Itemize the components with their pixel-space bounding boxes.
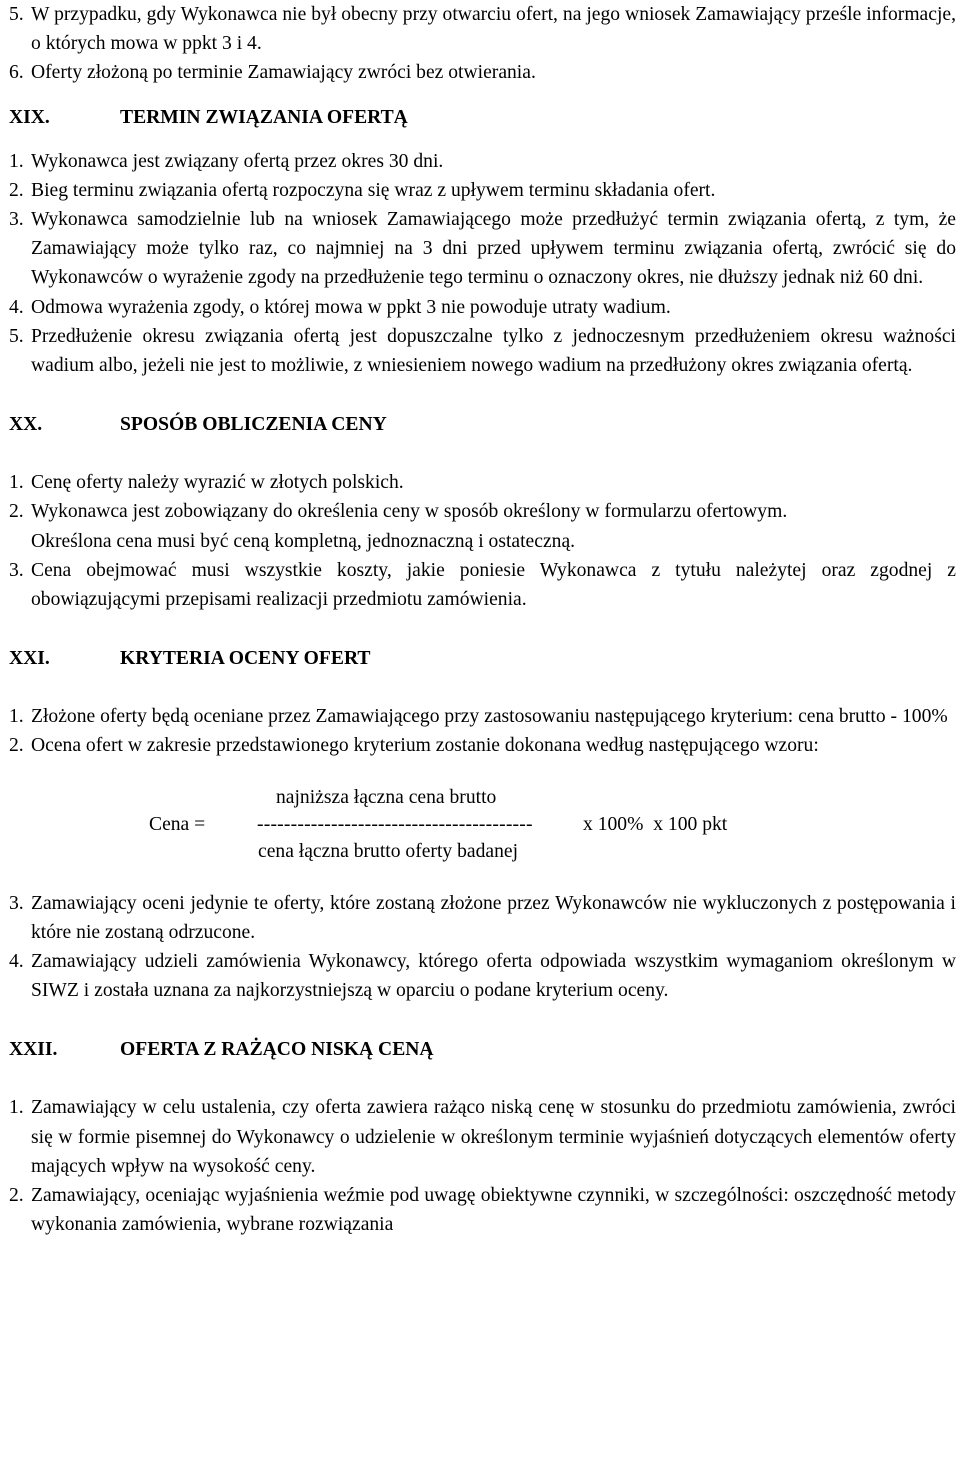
section-heading-xx bbox=[9, 410, 956, 439]
formula-denominator: cena łączna brutto oferty badanej bbox=[258, 840, 519, 862]
item-text: Wykonawca jest zobowiązany do określenia ceny w sposób określony w formularzu ofertowym. bbox=[31, 501, 788, 523]
section-title: SPOSÓB OBLICZENIA CENY bbox=[120, 414, 387, 436]
section-heading-xxi bbox=[9, 644, 956, 673]
section-number: XX. bbox=[9, 414, 43, 436]
formula-fraction-line: ----------------------------------------- bbox=[257, 813, 533, 835]
item-text: Zamawiający w celu ustalenia, czy oferta zawiera rażąco niską cenę w stosunku do przedmiotu zamówienia, zwróci się w formie pisemnej do Wykonawcy o udzielenie w określonym terminie wyjaśnień dotyczących elementów oferty mających wpływ na wysokość ceny. bbox=[31, 1097, 956, 1177]
list-item bbox=[9, 731, 956, 760]
item-number: 1. bbox=[9, 472, 24, 494]
item-number: 4. bbox=[9, 951, 24, 973]
item-number: 3. bbox=[9, 209, 24, 231]
item-text: Oferty złożoną po terminie Zamawiający zwróci bez otwierania. bbox=[31, 62, 536, 84]
item-text: Zamawiający, oceniając wyjaśnienia weźmie pod uwagę obiektywne czynniki, w szczególności: oszczędność metody wykonania zamówienia, wybrane rozwiązania bbox=[31, 1185, 956, 1236]
list-item bbox=[9, 58, 956, 87]
list-item bbox=[9, 947, 956, 1005]
section-number: XXII. bbox=[9, 1039, 58, 1061]
formula-numerator: najniższa łączna cena brutto bbox=[276, 786, 497, 808]
item-number: 2. bbox=[9, 735, 24, 757]
formula-factors: x 100% x 100 pkt bbox=[583, 813, 728, 835]
item-number: 1. bbox=[9, 1097, 24, 1119]
list-item bbox=[9, 176, 956, 205]
list-item bbox=[9, 889, 956, 947]
item-number: 5. bbox=[9, 325, 24, 347]
section-title: TERMIN ZWIĄZANIA OFERTĄ bbox=[120, 106, 408, 128]
section-title: KRYTERIA OCENY OFERT bbox=[120, 648, 371, 670]
list-item bbox=[9, 322, 956, 380]
item-number: 3. bbox=[9, 892, 24, 914]
item-text: Cena obejmować musi wszystkie koszty, jakie poniesie Wykonawca z tytułu należytej oraz zgodnej z obowiązującymi przepisami realizacji przedmiotu zamówienia. bbox=[31, 559, 956, 611]
item-number: 4. bbox=[9, 296, 24, 318]
list-item bbox=[9, 702, 956, 731]
item-text: Cenę oferty należy wyrazić w złotych polskich. bbox=[31, 472, 404, 494]
item-number: 2. bbox=[9, 501, 24, 523]
item-number: 6. bbox=[9, 62, 24, 84]
list-item bbox=[9, 1181, 956, 1239]
list-item bbox=[9, 205, 956, 293]
list-item bbox=[9, 147, 956, 176]
list-item bbox=[9, 497, 956, 526]
item-text: Przedłużenie okresu związania ofertą jest dopuszczalne tylko z jednoczesnym przedłużeniem okresu ważności wadium albo, jeżeli nie jest to możliwie, z wniesieniem nowego wadium na przedłużony okres związania ofertą. bbox=[31, 325, 956, 377]
section-title: OFERTA Z RAŻĄCO NISKĄ CENĄ bbox=[120, 1039, 434, 1061]
item-text: Wykonawca samodzielnie lub na wniosek Zamawiającego może przedłużyć termin związania ofertą, z tym, że Zamawiający może tylko raz, co najmniej na 3 dni przed upływem terminu związania ofertą, zwrócić się do Wykonawców o wyrażenie zgody na przedłużenie tego terminu o oznaczony okres, nie dłuższy jednak niż 60 dni. bbox=[31, 209, 956, 289]
list-item bbox=[9, 293, 956, 322]
formula-label: Cena = bbox=[149, 813, 206, 835]
item-text: Odmowa wyrażenia zgody, o której mowa w ppkt 3 nie powoduje utraty wadium. bbox=[31, 296, 671, 318]
item-number: 3. bbox=[9, 559, 24, 581]
list-item bbox=[9, 0, 956, 58]
item-text: Złożone oferty będą oceniane przez Zamawiającego przy zastosowaniu następującego kryterium: cena brutto - 100% bbox=[31, 706, 948, 728]
item-text: Wykonawca jest związany ofertą przez okres 30 dni. bbox=[31, 150, 444, 172]
item-number: 5. bbox=[9, 4, 24, 25]
item-text: Bieg terminu związania ofertą rozpoczyna się wraz z upływem terminu składania ofert. bbox=[31, 179, 716, 201]
section-number: XIX. bbox=[9, 106, 50, 128]
item-number: 2. bbox=[9, 1185, 24, 1207]
list-item bbox=[9, 556, 956, 614]
item-text: Zamawiający udzieli zamówienia Wykonawcy, którego oferta odpowiada wszystkim wymaganiom określonym w SIWZ i została uznana za najkorzystniejszą w oparciu o podane kryterium oceny. bbox=[31, 951, 956, 1002]
list-item bbox=[9, 1093, 956, 1181]
price-formula bbox=[9, 783, 956, 877]
item-text: W przypadku, gdy Wykonawca nie był obecny przy otwarciu ofert, na jego wniosek Zamawiający prześle informacje, o których mowa w ppkt 3 i 4. bbox=[31, 4, 956, 55]
document-page bbox=[9, 0, 956, 1239]
item-text: Zamawiający oceni jedynie te oferty, które zostaną złożone przez Wykonawców nie wykluczonych z postępowania i które nie zostaną odrzucone. bbox=[31, 892, 956, 943]
section-number: XXI. bbox=[9, 648, 50, 670]
section-heading-xxii bbox=[9, 1035, 956, 1064]
paragraph: Określona cena musi być ceną kompletną, jednoznaczną i ostateczną. bbox=[31, 530, 576, 552]
section-heading-xix bbox=[9, 103, 956, 132]
list-item bbox=[9, 468, 956, 497]
item-number: 1. bbox=[9, 150, 24, 172]
item-number: 2. bbox=[9, 179, 24, 201]
item-number: 1. bbox=[9, 706, 24, 728]
item-text: Ocena ofert w zakresie przedstawionego kryterium zostanie dokonana według następującego wzoru: bbox=[31, 735, 819, 757]
